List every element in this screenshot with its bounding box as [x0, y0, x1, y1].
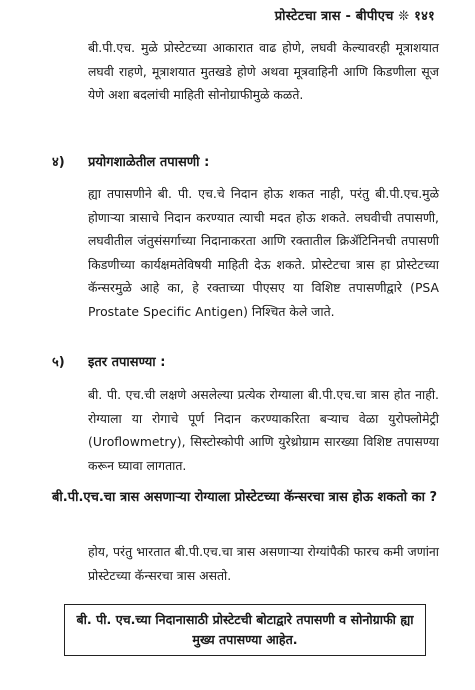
- section-4-body: ह्या तपासणीने बी. पी. एच.चे निदान होऊ शकत नाही, परंतु बी.पी.एच.मुळे होणाऱ्या त्रासाचे निदान करण्यात त्याची मदत होऊ शकते. लघवीची तपासणी, लघवीतील जंतुसंसर्गाच्या निदानाकरता आणि रक्तातील क्रिॲटिनिनची तपासणी किडणीच्या कार्यक्षमतेविषयी माहिती देऊ शकते. प्रोस्टेटचा त्रास हा प्रोस्टेटच्या कॅन्सरमुळे आहे का, हे रक्ताच्या पीएसए या विशिष्ट तपासणीद्वारे (PSA Prostate Specific Antigen) निश्चित केले जाते.: [88, 186, 439, 319]
- running-header: प्रोस्टेटचा त्रास - बीपीएच ❊ १४१: [274, 9, 435, 24]
- section-5-heading: [52, 352, 165, 370]
- section-4-title: प्रयोगशाळेतील तपासणी :: [88, 155, 210, 170]
- question-heading: बी.पी.एच.चा त्रास असणाऱ्या रोग्याला प्रोस्टेटच्या कॅन्सरचा त्रास होऊ शकतो का ?: [52, 490, 438, 505]
- section-5-body: बी. पी. एच.ची लक्षणे असलेल्या प्रत्येक रोग्याला बी.पी.एच.चा त्रास होत नाही. रोग्याला या रोगाचे पूर्ण निदान करण्याकरिता बऱ्याच वेळा युरोफ्लोमेट्री (Uroflowmetry), सिस्टोस्कोपी आणि युरेथ्रोग्राम सारख्या विशिष्ट तपासण्या करून घ्यावा लागतात.: [88, 387, 439, 473]
- key-note-box: बी. पी. एच.च्या निदानासाठी प्रोस्टेटची बोटाद्वारे तपासणी व सोनोग्राफी ह्या मुख्य तपासण्या आहेत.: [64, 604, 426, 656]
- section-4-number: ४): [52, 155, 65, 170]
- answer-paragraph: होय, परंतु भारतात बी.पी.एच.चा त्रास असणाऱ्या रोग्यांपैकी फारच कमी जणांना प्रोस्टेटच्या कॅन्सरचा त्रास असतो.: [88, 544, 439, 583]
- section-4-heading: [52, 152, 209, 170]
- intro-paragraph: बी.पी.एच. मुळे प्रोस्टेटच्या आकारात वाढ होणे, लघवी केल्यावरही मूत्राशयात लघवी राहणे, मूत्राशयात मुतखडे होणे अथवा मूत्रवाहिनी आणि किडणीला सूज येणे अशा बदलांची माहिती सोनोग्राफीमुळे कळते.: [88, 40, 439, 102]
- section-5-title: इतर तपासण्या :: [88, 355, 166, 370]
- section-5-number: ५): [52, 355, 65, 370]
